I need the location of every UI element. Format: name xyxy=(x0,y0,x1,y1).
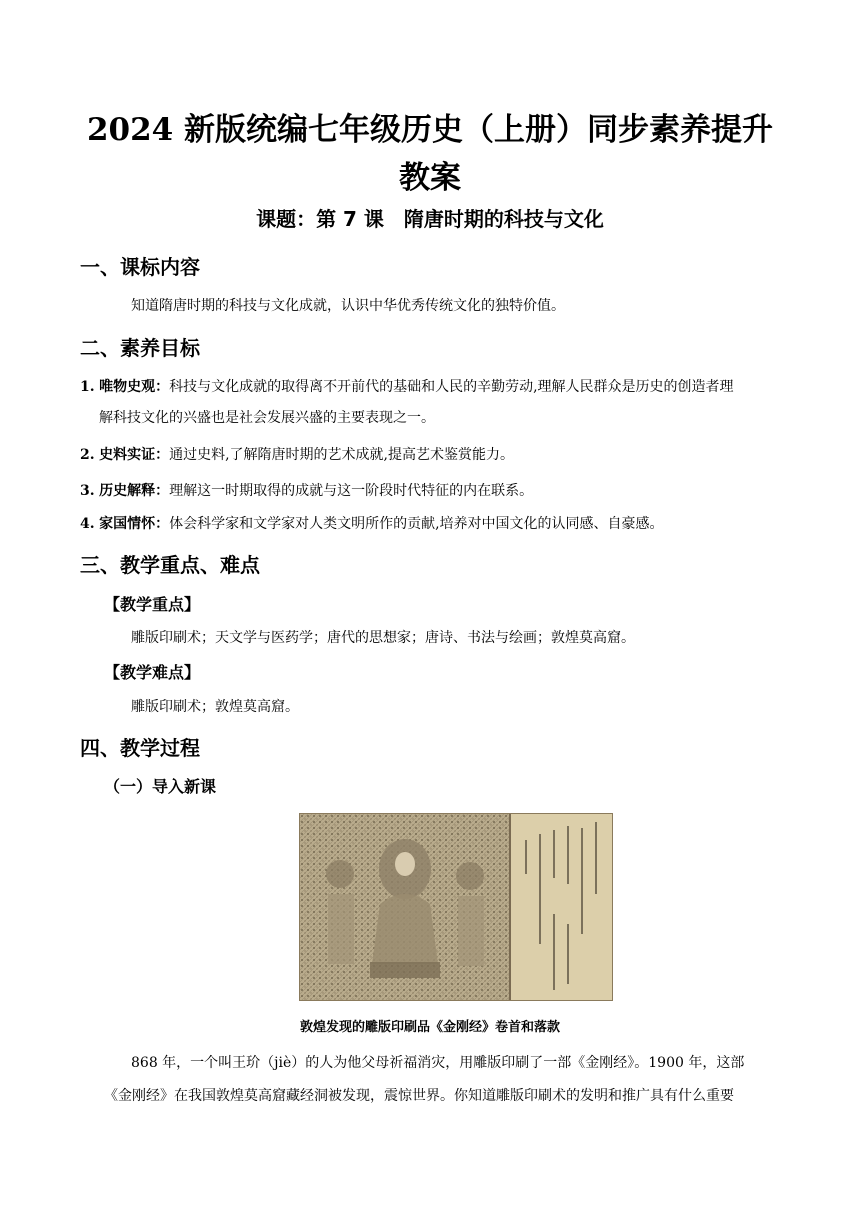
focus-text: 雕版印刷术；天文学与医药学；唐代的思想家；唐诗、书法与绘画；敦煌莫高窟。 xyxy=(131,630,635,646)
goal-number: 2. xyxy=(80,447,95,463)
goal-label: 历史解释： xyxy=(99,483,170,499)
section-heading-keypoints: 三、教学重点、难点 xyxy=(80,553,260,577)
difficulty-label: 【教学难点】 xyxy=(104,663,201,682)
goal-number: 1. xyxy=(80,379,95,395)
step-intro-heading: （一）导入新课 xyxy=(104,777,217,796)
goal-text: 通过史料,了解隋唐时期的艺术成就,提高艺术鉴赏能力。 xyxy=(169,447,514,463)
goal-text: 理解这一时期取得的成就与这一阶段时代特征的内在联系。 xyxy=(169,483,534,499)
standards-text: 知道隋唐时期的科技与文化成就，认识中华优秀传统文化的独特价值。 xyxy=(131,298,565,314)
goal-number: 3. xyxy=(80,483,95,499)
goal-text: 科技与文化成就的取得离不开前代的基础和人民的辛勤劳动,理解人民群众是历史的创造者理 xyxy=(169,379,734,395)
goal-item-4 xyxy=(80,514,664,534)
goal-label: 唯物史观： xyxy=(99,379,170,395)
goal-item-1-continued: 解科技文化的兴盛也是社会发展兴盛的主要表现之一。 xyxy=(99,410,435,426)
intro-paragraph-line1: 868 年，一个叫王玠（jiè）的人为他父母祈福消灾，用雕版印刷了一部《金刚经》。1900 年，这部 xyxy=(131,1055,745,1071)
goal-label: 史料实证： xyxy=(99,447,170,463)
lesson-subtitle: 课题：第 7 课 隋唐时期的科技与文化 xyxy=(256,207,604,231)
diamond-sutra-image xyxy=(299,813,613,1001)
section-heading-process: 四、教学过程 xyxy=(80,736,200,760)
section-heading-standards: 一、课标内容 xyxy=(80,255,200,279)
intro-paragraph-line2: 《金刚经》在我国敦煌莫高窟藏经洞被发现，震惊世界。你知道雕版印刷术的发明和推广具有什么重要 xyxy=(104,1088,734,1104)
goal-label: 家国情怀： xyxy=(99,516,170,532)
goal-item-3 xyxy=(80,481,533,501)
section-heading-goals: 二、素养目标 xyxy=(80,336,200,360)
document-title-line1: 2024 新版统编七年级历史（上册）同步素养提升 xyxy=(86,112,774,148)
diamond-sutra-illustration xyxy=(300,814,612,1000)
document-title-line2: 教案 xyxy=(399,160,461,196)
goal-item-1 xyxy=(80,377,734,397)
figure-caption: 敦煌发现的雕版印刷品《金刚经》卷首和落款 xyxy=(299,1020,560,1035)
focus-label: 【教学重点】 xyxy=(104,595,201,614)
goal-item-2 xyxy=(80,445,514,465)
goal-text: 体会科学家和文学家对人类文明所作的贡献,培养对中国文化的认同感、自豪感。 xyxy=(169,516,664,532)
goal-number: 4. xyxy=(80,516,95,532)
difficulty-text: 雕版印刷术；敦煌莫高窟。 xyxy=(131,699,299,715)
